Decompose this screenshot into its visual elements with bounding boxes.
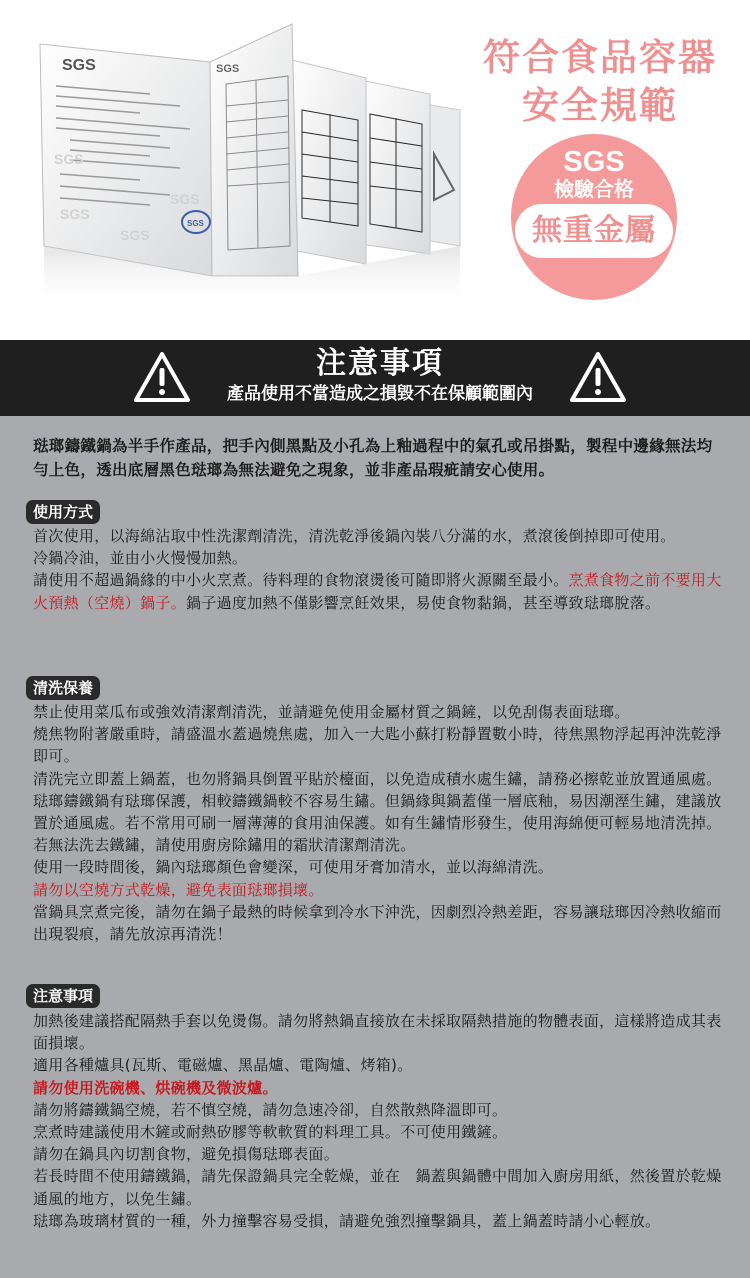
- cleaning-warning-text: 請勿以空燒方式乾燥，避免表面琺瑯損壞。: [33, 880, 324, 899]
- cleaning-section: [33, 701, 723, 945]
- document-logo: SGS: [62, 57, 96, 74]
- svg-text:SGS: SGS: [216, 63, 240, 75]
- cleaning-paragraph: 當鍋具烹煮完後，請勿在鍋子最熱的時候拿到冷水下沖洗，因劇烈冷熱差距，容易讓琺瑯因冷熱收縮而出現裂痕，請先放涼再清洗！: [33, 902, 722, 944]
- caution-section: [33, 1010, 723, 1232]
- svg-text:SGS: SGS: [54, 151, 84, 167]
- svg-text:SGS: SGS: [187, 219, 204, 228]
- svg-text:SGS: SGS: [60, 206, 90, 222]
- caution-paragraph: 適用各種爐具(瓦斯、電磁爐、黑晶爐、電陶爐、烤箱)。: [33, 1056, 413, 1075]
- cleaning-paragraph: 使用一段時間後，鍋內琺瑯顏色會變深，可使用牙膏加清水，並以海綿清洗。: [33, 858, 554, 877]
- svg-text:SGS: SGS: [120, 227, 150, 243]
- usage-section: [33, 525, 723, 614]
- caution-paragraph: 請勿將鑄鐵鍋空燒，若不慎空燒，請勿急速冷卻，自然散熱降溫即可。: [33, 1100, 508, 1119]
- section-tag-usage: 使用方式: [26, 500, 100, 524]
- warning-icon: [132, 350, 192, 404]
- svg-text:SGS: SGS: [170, 191, 200, 207]
- caution-paragraph: 請勿在鍋具內切割食物，避免損傷琺瑯表面。: [33, 1145, 340, 1164]
- usage-warning-text: 烹煮食物之前不要用大火預熱（空燒）鍋子。: [33, 571, 722, 612]
- caution-paragraph: 若長時間不使用鑄鐵鍋，請先保證鍋具完全乾燥，並在 鍋蓋與鍋體中間加入廚房用紙，然後置於乾燥通風的地方，以免生鏽。: [33, 1167, 722, 1208]
- notice-banner: [0, 340, 750, 416]
- section-tag-caution: 注意事項: [26, 984, 100, 1008]
- section-tag-cleaning: 清洗保養: [26, 676, 100, 700]
- cleaning-paragraph: 燒焦物附著嚴重時，請盛溫水蓋過燒焦處，加入一大匙小蘇打粉靜置數小時，待焦黑物浮起再沖洗乾淨即可。: [33, 725, 722, 766]
- caution-paragraph: 烹煮時建議使用木鏟或耐熱矽膠等軟軟質的料理工具。不可使用鐵鏟。: [33, 1123, 508, 1142]
- usage-paragraph: 首次使用，以海綿沾取中性洗潔劑清洗，清洗乾淨後鍋內裝八分滿的水，煮滾後倒掉即可使用。: [33, 527, 676, 545]
- caution-warning-text: 請勿使用洗碗機、烘碗機及微波爐。: [33, 1078, 278, 1097]
- notice-subtitle: 產品使用不當造成之損毀不在保顧範圍內: [227, 384, 533, 404]
- no-heavy-metals-badge: 無重金屬: [515, 204, 673, 258]
- sgs-certification-seal: [511, 134, 677, 300]
- headline-line-2: 安全規範: [522, 84, 678, 127]
- seal-sgs-label: SGS: [563, 146, 625, 178]
- certification-panel: [0, 0, 750, 340]
- caution-paragraph: 琺瑯為玻璃材質的一種，外力撞擊容易受損，請避免強烈撞擊鍋具，蓋上鍋蓋時請小心輕放。: [33, 1211, 661, 1230]
- care-instructions: [0, 416, 750, 1278]
- cleaning-paragraph: 琺瑯鑄鐵鍋有琺瑯保護，相較鑄鐵鍋較不容易生鏽。但鍋緣與鍋蓋僅一層底釉，易因潮溼生鏽，建議放置於通風處。若不常用可刷一層薄薄的食用油保護。如有生鏽情形發生，使用海綿便可輕易地清洗掉。若無法洗去鐵鏽，請使用廚房除鏽用的霜狀清潔劑清洗。: [33, 791, 722, 855]
- compliance-headline: [470, 34, 730, 130]
- usage-paragraph: 請使用不超過鍋緣的中小火烹煮。待料理的食物滾燙後可隨即將火源關至最小。烹煮食物之前不要用大火預熱（空燒）鍋子。鍋子過度加熱不僅影響烹飪效果，易使食物黏鍋，甚至導致琺瑯脫落。: [33, 571, 722, 612]
- notice-title: 注意事項: [316, 346, 444, 381]
- usage-paragraph: 冷鍋冷油，並由小火慢慢加熱。: [33, 549, 248, 568]
- cleaning-paragraph: 禁止使用菜瓜布或強效清潔劑清洗，並請避免使用金屬材質之鍋鏟，以免刮傷表面琺瑯。: [33, 703, 630, 721]
- intro-paragraph: 琺瑯鑄鐵鍋為半手作產品，把手內側黑點及小孔為上釉過程中的氣孔或吊掛點，製程中邊緣無法均勻上色，透出底層黑色琺瑯為無法避免之現象，並非產品瑕疵請安心使用。: [33, 437, 713, 479]
- headline-line-1: 符合食品容器: [483, 36, 717, 79]
- warning-icon: [568, 350, 628, 404]
- cleaning-paragraph: 清洗完立即蓋上鍋蓋，也勿將鍋具倒置平貼於檯面，以免造成積水處生鏽，請務必擦乾並放置通風處。: [33, 769, 722, 788]
- seal-pass-label: 檢驗合格: [554, 177, 634, 201]
- caution-paragraph: 加熱後建議搭配隔熱手套以免燙傷。請勿將熱鍋直接放在未採取隔熱措施的物體表面，這樣將造成其表面損壞。: [33, 1012, 722, 1053]
- sgs-report-documents-illustration: [30, 14, 470, 310]
